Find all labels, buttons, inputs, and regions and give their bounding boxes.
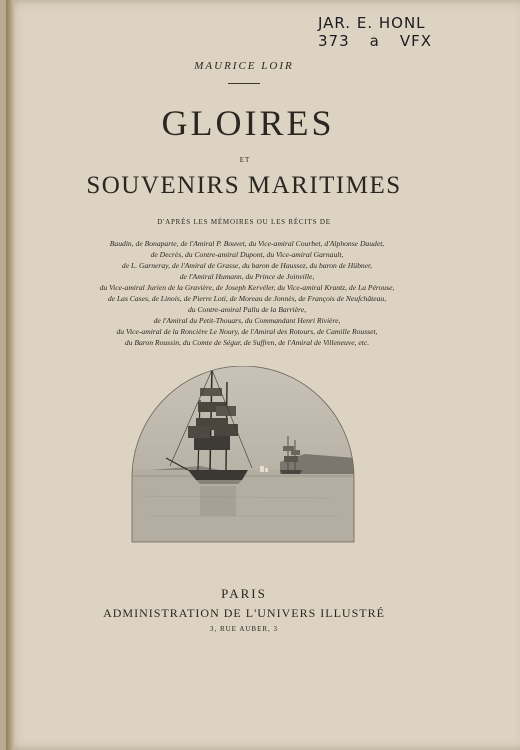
contributors-line: du Vice-amiral de la Roncière Le Noury, de l'Amiral des Rotours, de Camille Rousset, xyxy=(116,327,378,336)
title-line-2: SOUVENIRS MARITIMES xyxy=(86,172,402,199)
contributors-line: de L. Garneray, de l'Amiral de Grasse, du baron de Haussez, du baron de Hübner, xyxy=(121,261,373,270)
contributors-line: de Decrès, du Contre-amiral Dupont, du Vice-amiral Garnault, xyxy=(150,250,344,259)
contributors-line: de l'Amiral du Petit-Thouars, du Commandant Henri Rivière, xyxy=(153,316,341,325)
stamp-line-1: JAR. E. HONL xyxy=(318,14,426,32)
library-stamp xyxy=(318,14,478,50)
stamp-number: 373 xyxy=(318,32,350,50)
contributors-line: du Contre-amiral Pallu de la Barrière, xyxy=(188,305,306,314)
publisher-name: ADMINISTRATION DE L'UNIVERS ILLUSTRÉ xyxy=(103,606,385,620)
publisher-address: 3, RUE AUBER, 3 xyxy=(209,625,279,633)
title-page xyxy=(6,0,520,750)
stamp-line-2 xyxy=(318,32,478,50)
contributors-list xyxy=(66,238,428,348)
subtitle: D'APRÈS LES MÉMOIRES OU LES RÉCITS DE xyxy=(157,218,331,226)
author-rule xyxy=(228,83,260,84)
contributors-line: Baudin, de Bonaparte, de l'Amiral P. Bouvet, du Vice-amiral Courbet, d'Alphonse Daudet, xyxy=(109,239,385,248)
stamp-code: VFX xyxy=(399,32,433,50)
contributors-line: de Las Cases, de Linois, de Pierre Loti, de Moreau de Jonnès, de François de Neufchâteau, xyxy=(107,294,387,303)
title-conjunction: ET xyxy=(239,156,251,164)
sailing-ship-illustration-icon xyxy=(130,366,356,546)
contributors-line: du Baron Roussin, du Comte de Ségur, de Suffren, de l'Amiral de Villeneuve, etc. xyxy=(124,338,370,347)
author-name: MAURICE LOIR xyxy=(194,60,294,72)
stamp-letter: a xyxy=(369,32,380,50)
contributors-line: de l'Amiral Humann, du Prince de Joinville, xyxy=(179,272,315,281)
publication-city: PARIS xyxy=(221,586,267,601)
title-line-1: GLOIRES xyxy=(161,103,335,143)
contributors-line: du Vice-amiral Jurien de la Gravière, de Joseph Kervéler, du Vice-amiral Krantz, de La Pérouse, xyxy=(99,283,395,292)
